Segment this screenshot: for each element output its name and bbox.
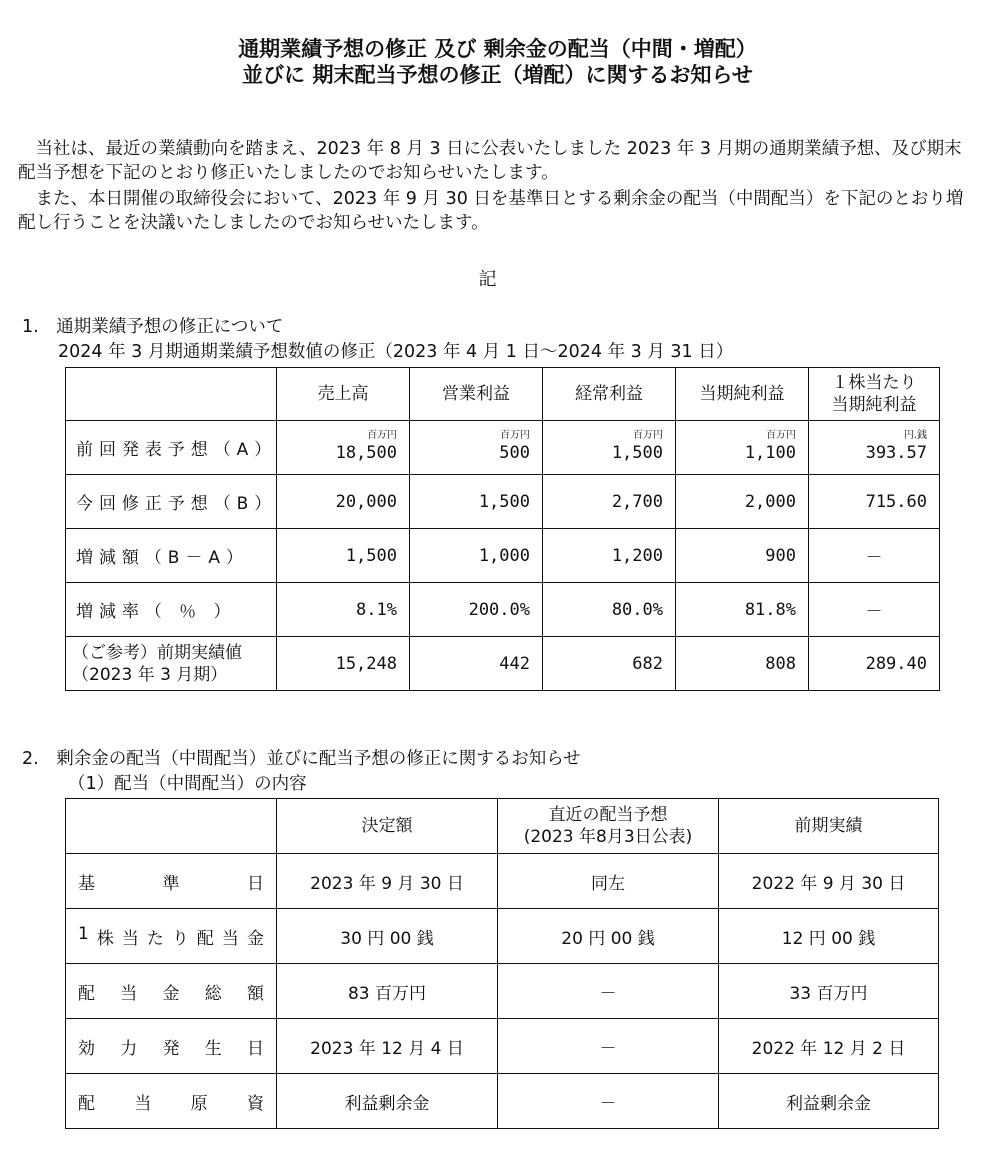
section-2-subheading: （1）配当（中間配当）の内容 — [68, 774, 307, 794]
table-cell: 33 百万円 — [719, 964, 939, 1019]
header-eps-line-1: １株当たり — [831, 373, 917, 393]
row-label-change-rate: 増減率（ ％ ） — [66, 583, 277, 637]
table-cell: 289.40 — [809, 637, 940, 691]
section-1-heading: 1. 通期業績予想の修正について — [22, 317, 284, 337]
label-char: 配 — [196, 928, 214, 949]
table-cell: 2022 年 9 月 30 日 — [719, 854, 939, 909]
earnings-forecast-table — [65, 367, 940, 691]
title-line-2: 並びに 期末配当予想の修正（増配）に関するお知らせ — [242, 63, 753, 87]
table-row — [66, 1074, 939, 1129]
row-label-dividend-source — [66, 1074, 277, 1129]
table-cell: 1,500 — [410, 475, 543, 529]
label-char: 額 — [247, 983, 264, 1004]
row-label-prior-results — [66, 637, 277, 691]
table-cell: 20,000 — [277, 475, 410, 529]
header-sales: 売上高 — [277, 368, 410, 421]
intro-paragraph-2: また、本日開催の取締役会において、2023 年 9 月 30 日を基準日とする剰余金の配当（中間配当）を下記のとおり増配し行うことを決議いたしましたのでお知らせいたします。 — [18, 189, 964, 233]
row-label-prior-line-1: （ご参考）前期実績値 — [72, 642, 242, 663]
table-cell — [543, 421, 676, 475]
dividend-table — [65, 798, 939, 1129]
row-label-prior-line-2: （2023 年 3 月期） — [72, 664, 228, 685]
header-recent-forecast — [498, 799, 719, 854]
label-char: 金 — [246, 928, 264, 949]
label-char: 当 — [120, 983, 138, 1004]
row-label-dividend-per-share — [66, 909, 277, 964]
section-1-subheading: 2024 年 3 月期通期業績予想数値の修正（2023 年 4 月 1 日～2024 年 3 月 31 日） — [58, 342, 734, 362]
table-row — [66, 475, 940, 529]
table-row — [66, 1019, 939, 1074]
table-cell: 2,700 — [543, 475, 676, 529]
spread-label — [66, 1089, 276, 1114]
table-header-row — [66, 368, 940, 421]
table-row — [66, 583, 940, 637]
table-cell: － — [498, 1019, 719, 1074]
label-char: 当 — [134, 1093, 152, 1114]
table-cell: 2,000 — [676, 475, 809, 529]
row-label-effective-date — [66, 1019, 277, 1074]
section-2-heading: 2. 剰余金の配当（中間配当）並びに配当予想の修正に関するお知らせ — [22, 749, 581, 769]
row-label-revised-forecast: 今回修正予想（B） — [66, 475, 277, 529]
table-cell: － — [809, 583, 940, 637]
table-row — [66, 529, 940, 583]
spread-label — [66, 979, 276, 1004]
table-cell: － — [498, 964, 719, 1019]
table-cell: 同左 — [498, 854, 719, 909]
table-cell: － — [498, 1074, 719, 1129]
unit-label: 百万円 — [766, 429, 796, 441]
spread-label — [66, 869, 276, 894]
table-cell — [277, 421, 410, 475]
table-cell: 利益剰余金 — [277, 1074, 498, 1129]
label-char: 生 — [204, 1038, 222, 1059]
table-cell: 20 円 00 銭 — [498, 909, 719, 964]
label-char: 総 — [204, 983, 222, 1004]
spread-label — [66, 924, 276, 949]
table-cell: 利益剰余金 — [719, 1074, 939, 1129]
label-char: 当 — [121, 928, 139, 949]
table-row — [66, 854, 939, 909]
label-char: 1 — [78, 923, 89, 944]
table-cell: 200.0% — [410, 583, 543, 637]
table-cell — [410, 421, 543, 475]
label-char: 株 — [96, 928, 114, 949]
label-char: 基 — [78, 873, 95, 894]
ki-mark: 記 — [478, 269, 497, 290]
header-empty-cell — [66, 368, 277, 421]
intro-paragraph-1: 当社は、最近の業績動向を踏まえ、2023 年 8 月 3 日に公表いたしました 2023 年 3 月期の通期業績予想、及び期末配当予想を下記のとおり修正いたしましたのでお知らせいたします。 — [18, 139, 962, 183]
unit-label: 百万円 — [500, 429, 530, 441]
label-char: 日 — [247, 1038, 264, 1059]
table-cell: 2022 年 12 月 2 日 — [719, 1019, 939, 1074]
table-cell: 715.60 — [809, 475, 940, 529]
label-char: 配 — [78, 1093, 95, 1114]
header-eps — [809, 368, 940, 421]
label-char: 当 — [221, 928, 239, 949]
table-cell: 442 — [410, 637, 543, 691]
unit-label: 円.銭 — [903, 429, 927, 441]
cell-value: 1,100 — [744, 442, 796, 463]
table-cell: 682 — [543, 637, 676, 691]
table-cell: 808 — [676, 637, 809, 691]
spread-label — [66, 1034, 276, 1059]
table-cell: 1,200 — [543, 529, 676, 583]
label-char: 資 — [246, 1093, 264, 1114]
label-char: 力 — [120, 1038, 138, 1059]
cell-value: 393.57 — [865, 442, 927, 463]
cell-value: 18,500 — [335, 442, 397, 463]
table-cell: 1,500 — [277, 529, 410, 583]
label-char: た — [146, 928, 164, 949]
cell-value: 1,500 — [611, 442, 663, 463]
header-net-profit: 当期純利益 — [676, 368, 809, 421]
header-prior-results: 前期実績 — [719, 799, 939, 854]
label-char: 日 — [247, 873, 264, 894]
cell-value: 500 — [499, 442, 530, 463]
row-label-total-dividend — [66, 964, 277, 1019]
table-cell: 15,248 — [277, 637, 410, 691]
header-decided-amount: 決定額 — [277, 799, 498, 854]
header-operating-profit: 営業利益 — [410, 368, 543, 421]
label-char: 発 — [162, 1038, 180, 1059]
table-cell — [676, 421, 809, 475]
label-char: 原 — [190, 1093, 208, 1114]
title-line-1: 通期業績予想の修正 及び 剰余金の配当（中間・増配） — [238, 37, 757, 61]
header-ordinary-profit: 経常利益 — [543, 368, 676, 421]
unit-label: 百万円 — [367, 429, 397, 441]
header-forecast-line-1: 直近の配当予想 — [548, 805, 668, 825]
unit-label: 百万円 — [633, 429, 663, 441]
table-cell: 80.0% — [543, 583, 676, 637]
label-char: 効 — [78, 1038, 95, 1059]
table-cell: 2023 年 12 月 4 日 — [277, 1019, 498, 1074]
table-cell: 900 — [676, 529, 809, 583]
table-cell: － — [809, 529, 940, 583]
header-eps-line-2: 当期純利益 — [831, 395, 917, 415]
table-row — [66, 637, 940, 691]
table-cell — [809, 421, 940, 475]
table-cell: 83 百万円 — [277, 964, 498, 1019]
row-label-change-amount: 増減額（B－A） — [66, 529, 277, 583]
label-char: 配 — [78, 983, 95, 1004]
table-cell: 81.8% — [676, 583, 809, 637]
label-char: り — [171, 928, 189, 949]
table-header-row — [66, 799, 939, 854]
table-cell: 2023 年 9 月 30 日 — [277, 854, 498, 909]
row-label-previous-forecast: 前回発表予想（A） — [66, 421, 277, 475]
table-row — [66, 421, 940, 475]
header-empty-cell — [66, 799, 277, 854]
label-char: 金 — [162, 983, 180, 1004]
table-cell: 30 円 00 銭 — [277, 909, 498, 964]
table-cell: 12 円 00 銭 — [719, 909, 939, 964]
table-cell: 1,000 — [410, 529, 543, 583]
header-forecast-line-2: (2023 年8月3日公表) — [523, 827, 693, 847]
row-label-record-date — [66, 854, 277, 909]
label-char: 準 — [162, 873, 180, 894]
table-row — [66, 909, 939, 964]
table-row — [66, 964, 939, 1019]
table-cell: 8.1% — [277, 583, 410, 637]
